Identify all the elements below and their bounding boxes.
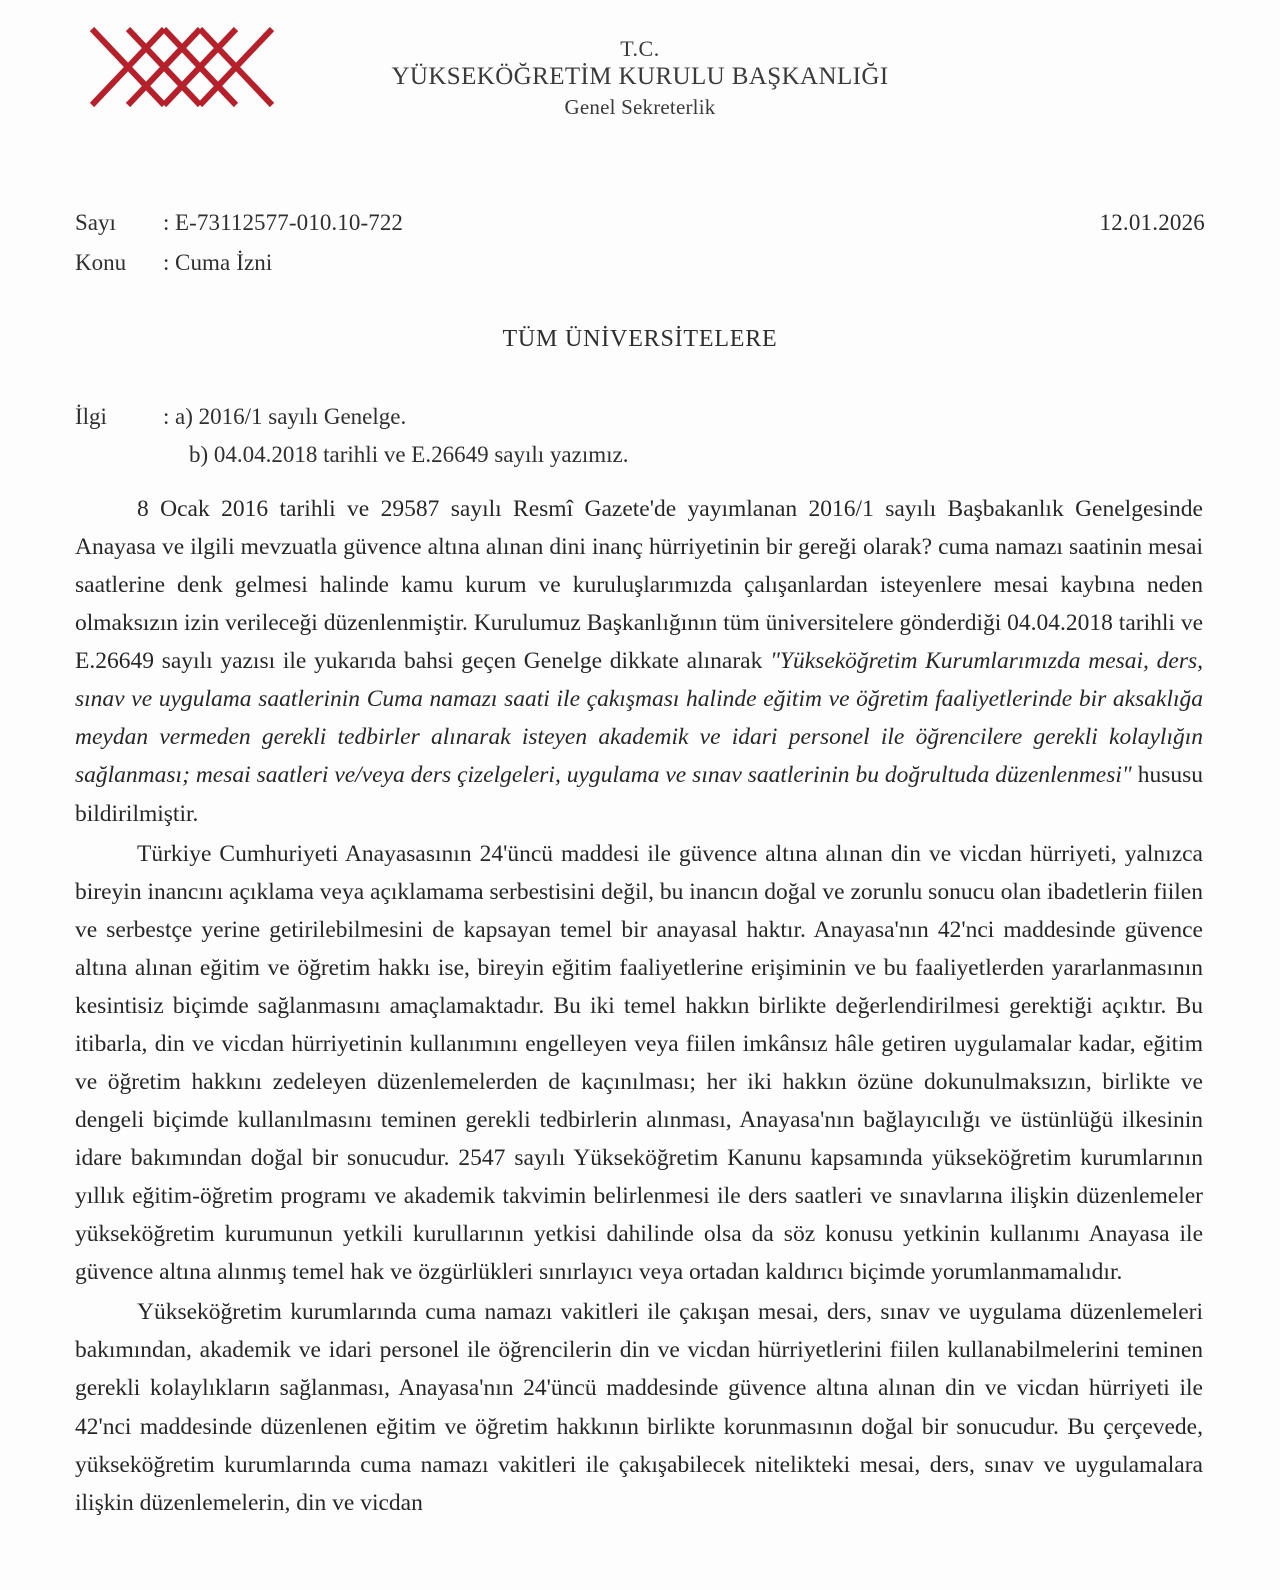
paragraph-1-quote: "Yükseköğretim Kurumlarımızda mesai, ders, sınav ve uygulama saatlerinin Cuma namazı saati ile çakışması halinde eğitim ve öğretim faaliyetlerinde bir aksaklığa meydan vermeden gerekli tedbirler alınarak isteyen akademik ve idari personel ile öğrencilere gerekli kolaylığın sağlanması; mesai saatleri ve/veya ders çizelgeleri, uygulama ve sınav saatlerinin bu doğrultuda düzenlenmesi" (75, 648, 1203, 789)
reference-colon: : (163, 404, 170, 429)
paragraph-1-lead: 8 Ocak 2016 tarihli ve 29587 sayılı Resmî Gazete'de yayımlanan 2016/1 sayılı Başbakanlık Genelgesinde Anayasa ve ilgili mevzuatla güvence altına alınan dini inanç hürriyetinin bir gereği olarak? cuma namazı saatinin mesai saatlerine denk gelmesi halinde kamu kurum ve kuruluşlarımızda çalışanlardan isteyenlere mesai kaybına neden olmaksızın izin verileceği düzenlenmiştir. Kurulumuz Başkanlığının tüm üniversitelere gönderdiği 04.04.2018 tarihli ve E.26649 sayılı yazısı ile yukarıda bahsi geçen Genelge dikkate alınarak (75, 496, 1203, 675)
paragraph-1-tail: hususu bildirilmiştir. (75, 762, 1203, 827)
document-body (75, 490, 1203, 1524)
document-meta (75, 203, 1205, 282)
org-unit: Genel Sekreterlik (564, 94, 716, 119)
reference-row (75, 398, 1075, 474)
reference-item-a: a) 2016/1 sayılı Genelge. (175, 404, 407, 429)
konu-label: Konu (75, 249, 127, 275)
sayi-colon: : (163, 210, 170, 235)
document-date: 12.01.2026 (1099, 210, 1205, 235)
body-paragraph-3: Yükseköğretim kurumlarında cuma namazı vakitleri ile çakışan mesai, ders, sınav ve uygulama düzenlemeleri bakımından, akademik ve idari personel ile öğrencilerin din ve vicdan hürriyetlerini fiilen kullanabilmelerini teminen gerekli kolaylıkların sağlanması, Anayasa'nın 24'üncü maddesinde güvence altına alınan din ve vicdan hürriyeti ile 42'nci maddesinde düzenlenen eğitim ve öğretim hakkının birlikte korunmasının doğal bir sonucudur. Bu çerçevede, yükseköğretim kurumlarında cuma namazı vakitleri ile çakışabilecek nitelikteki mesai, ders, sınav ve uygulamalara ilişkin düzenlemelerin, din ve vicdan (75, 1299, 1203, 1516)
sayi-row (75, 203, 1205, 243)
sayi-label: Sayı (75, 210, 116, 235)
letterhead (0, 0, 1280, 150)
body-paragraph-1 (75, 490, 1203, 833)
sayi-value: E-73112577-010.10-722 (175, 210, 404, 235)
reference-items (175, 398, 1075, 474)
body-paragraph-2: Türkiye Cumhuriyeti Anayasasının 24'üncü maddesi ile güvence altına alınan din ve vicdan hürriyeti, yalnızca bireyin inancını açıklama veya açıklamama serbestisini değil, bu inancın doğal ve zorunlu sonucu olan ibadetlerin fiilen ve serbestçe yerine getirilebilmesini de kapsayan temel bir anayasal haktır. Anayasa'nın 42'nci maddesinde güvence altına alınan eğitim ve öğretim hakkı ise, bireyin eğitim faaliyetlerine erişiminin ve bu faaliyetlerden yararlanmasının kesintisiz biçimde sağlanmasını amaçlamaktadır. Bu iki temel hakkın birlikte değerlendirilmesi gerektiği açıktır. Bu itibarla, din ve vicdan hürriyetinin kullanımını engelleyen veya fiilen imkânsız hâle getiren uygulamalar kadar, eğitim ve öğretim hakkını zedeleyen düzenlemelerden de kaçınılması; her iki hakkın özüne dokunulmaksızın, birlikte ve dengeli biçimde kullanılmasını teminen gerekli tedbirlerin alınması, Anayasa'nın bağlayıcılığı ve üstünlüğü ilkesinin idare bakımından doğal bir sonucudur. 2547 sayılı Yükseköğretim Kanunu kapsamında yükseköğretim kurumlarının yıllık eğitim-öğretim programı ve akademik takvimin belirlenmesi ile ders saatleri ve sınavlarına ilişkin düzenlemeler yükseköğretim kurumunun yetkili kurullarının yetkisi dahilinde olsa da söz konusu yetkinin kullanımı Anayasa ile güvence altına alınmış temel hak ve özgürlükleri sınırlayıcı veya ortadan kaldırıcı biçimde yorumlanmamalıdır. (75, 840, 1203, 1286)
konu-colon: : (163, 249, 170, 275)
organization-heading (300, 36, 980, 122)
org-country-label: T.C. (620, 36, 660, 61)
konu-value: Cuma İzni (175, 249, 273, 275)
reference-block (75, 398, 1075, 474)
yok-logo-icon (88, 27, 288, 109)
reference-label: İlgi (75, 404, 107, 429)
recipient-line: TÜM ÜNİVERSİTELERE (502, 326, 778, 352)
org-name: YÜKSEKÖĞRETİM KURULU BAŞKANLIĞI (391, 62, 889, 90)
reference-item-b: b) 04.04.2018 tarihli ve E.26649 sayılı yazımız. (189, 442, 629, 468)
konu-row (75, 243, 1205, 283)
